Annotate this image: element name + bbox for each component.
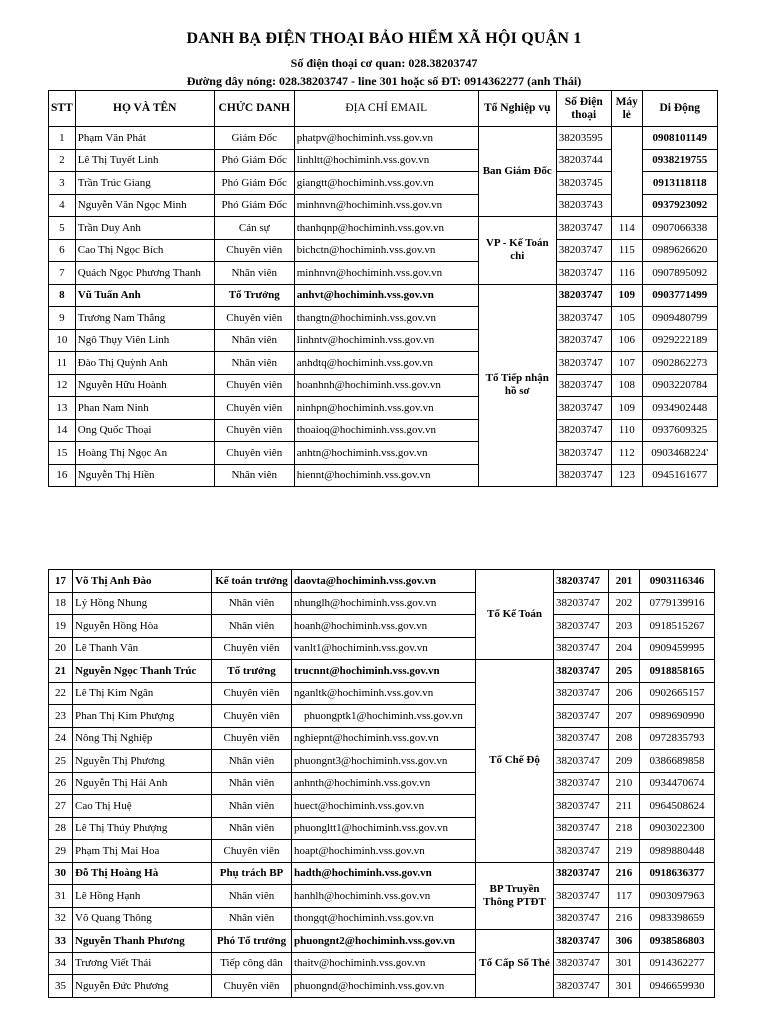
table-row	[49, 239, 718, 262]
cell-name: Nguyễn Ngọc Thanh Trúc	[73, 660, 212, 683]
cell-stt: 5	[49, 217, 76, 240]
cell-name: Nguyễn Hữu Hoành	[75, 374, 214, 397]
cell-email: giangtt@hochiminh.vss.gov.vn	[294, 172, 478, 195]
cell-stt: 28	[49, 817, 73, 840]
cell-group: Tổ Tiếp nhận hồ sơ	[478, 284, 556, 487]
cell-ext: 306	[609, 930, 640, 953]
cell-email: phuongltt1@hochiminh.vss.gov.vn	[292, 817, 476, 840]
cell-ext: 107	[611, 352, 642, 375]
cell-email: ninhpn@hochiminh.vss.gov.vn	[294, 397, 478, 420]
col-header-name: HỌ VÀ TÊN	[75, 91, 214, 127]
cell-group: VP - Kế Toán chi	[478, 217, 556, 285]
cell-email: anhnth@hochiminh.vss.gov.vn	[292, 772, 476, 795]
cell-title: Nhân viên	[212, 907, 292, 930]
cell-stt: 22	[49, 682, 73, 705]
cell-stt: 33	[49, 930, 73, 953]
cell-mobile: 0937923092	[642, 194, 717, 217]
cell-phone: 38203747	[556, 374, 611, 397]
cell-ext: 208	[609, 727, 640, 750]
cell-phone: 38203747	[554, 592, 609, 615]
cell-phone: 38203747	[556, 419, 611, 442]
cell-email: linhntv@hochiminh.vss.gov.vn	[294, 329, 478, 352]
cell-ext: 202	[609, 592, 640, 615]
cell-phone: 38203747	[554, 930, 609, 953]
table-row	[49, 570, 715, 593]
cell-mobile: 0964508624	[640, 795, 715, 818]
cell-title: Nhân viên	[212, 817, 292, 840]
cell-title: Phó Giám Đốc	[214, 149, 294, 172]
cell-ext: 123	[611, 464, 642, 487]
cell-mobile: 0946659930	[640, 975, 715, 998]
cell-title: Chuyên viên	[214, 374, 294, 397]
cell-name: Võ Quang Thông	[73, 907, 212, 930]
table-row	[49, 307, 718, 330]
cell-stt: 10	[49, 329, 76, 352]
cell-name: Trương Nam Thắng	[75, 307, 214, 330]
cell-email: hoanh@hochiminh.vss.gov.vn	[292, 615, 476, 638]
cell-title: Tổ Trưởng	[214, 284, 294, 307]
cell-email: minhnvn@hochiminh.vss.gov.vn	[294, 194, 478, 217]
table-row	[49, 374, 718, 397]
cell-stt: 18	[49, 592, 73, 615]
cell-ext: 201	[609, 570, 640, 593]
cell-title: Nhân viên	[214, 329, 294, 352]
cell-name: Lê Hồng Hạnh	[73, 885, 212, 908]
cell-title: Cán sự	[214, 217, 294, 240]
cell-ext	[611, 127, 642, 217]
cell-ext: 117	[609, 885, 640, 908]
cell-name: Nguyễn Văn Ngọc Minh	[75, 194, 214, 217]
cell-mobile: 0909459995	[640, 637, 715, 660]
cell-stt: 11	[49, 352, 76, 375]
cell-stt: 25	[49, 750, 73, 773]
cell-mobile: 0909480799	[642, 307, 717, 330]
cell-ext: 219	[609, 840, 640, 863]
cell-group: Tổ Cấp Sổ Thẻ	[476, 930, 554, 998]
cell-mobile: 0929222189	[642, 329, 717, 352]
cell-ext: 112	[611, 442, 642, 465]
cell-stt: 2	[49, 149, 76, 172]
cell-email: hoanhnh@hochiminh.vss.gov.vn	[294, 374, 478, 397]
cell-email: linhltt@hochiminh.vss.gov.vn	[294, 149, 478, 172]
cell-name: Phan Nam Ninh	[75, 397, 214, 420]
cell-ext: 204	[609, 637, 640, 660]
table-row	[49, 464, 718, 487]
cell-stt: 4	[49, 194, 76, 217]
cell-email: nhunglh@hochiminh.vss.gov.vn	[292, 592, 476, 615]
cell-email: hoapt@hochiminh.vss.gov.vn	[292, 840, 476, 863]
cell-title: Phó Tổ trưởng	[212, 930, 292, 953]
cell-email: vanlt1@hochiminh.vss.gov.vn	[292, 637, 476, 660]
cell-mobile: 0903468224'	[642, 442, 717, 465]
cell-email: thaitv@hochiminh.vss.gov.vn	[292, 952, 476, 975]
cell-ext: 205	[609, 660, 640, 683]
cell-title: Nhân viên	[212, 750, 292, 773]
cell-phone: 38203743	[556, 194, 611, 217]
cell-name: Lê Thị Tuyết Linh	[75, 149, 214, 172]
cell-title: Chuyên viên	[214, 419, 294, 442]
cell-name: Lý Hồng Nhung	[73, 592, 212, 615]
cell-name: Nông Thị Nghiệp	[73, 727, 212, 750]
cell-mobile: 0903097963	[640, 885, 715, 908]
cell-email: thoaioq@hochiminh.vss.gov.vn	[294, 419, 478, 442]
cell-stt: 29	[49, 840, 73, 863]
col-header-phone: Số Điện thoại	[556, 91, 611, 127]
cell-ext: 114	[611, 217, 642, 240]
hotline: Đường dây nóng: 028.38203747 - line 301 hoặc số ĐT: 0914362277 (anh Thái)	[186, 74, 582, 88]
cell-mobile: 0938586803	[640, 930, 715, 953]
table-row	[49, 397, 718, 420]
cell-title: Nhân viên	[212, 795, 292, 818]
table-row	[49, 615, 715, 638]
cell-group: Tổ Kế Toán	[476, 570, 554, 660]
cell-title: Nhân viên	[212, 772, 292, 795]
cell-name: Nguyễn Thị Hải Anh	[73, 772, 212, 795]
cell-stt: 16	[49, 464, 76, 487]
cell-stt: 14	[49, 419, 76, 442]
cell-phone: 38203747	[554, 682, 609, 705]
cell-phone: 38203745	[556, 172, 611, 195]
cell-email: anhvt@hochiminh.vss.gov.vn	[294, 284, 478, 307]
cell-group: Ban Giám Đốc	[478, 127, 556, 217]
cell-mobile: 0989880448	[640, 840, 715, 863]
cell-stt: 1	[49, 127, 76, 150]
cell-email: phuongnt2@hochiminh.vss.gov.vn	[292, 930, 476, 953]
cell-mobile: 0989626620	[642, 239, 717, 262]
cell-phone: 38203747	[556, 329, 611, 352]
cell-name: Lê Thị Kim Ngân	[73, 682, 212, 705]
cell-ext: 206	[609, 682, 640, 705]
table-row	[49, 682, 715, 705]
cell-stt: 19	[49, 615, 73, 638]
cell-mobile: 0908101149	[642, 127, 717, 150]
table-row	[49, 750, 715, 773]
cell-title: Chuyên viên	[214, 442, 294, 465]
cell-phone: 38203747	[556, 217, 611, 240]
cell-email: anhtn@hochiminh.vss.gov.vn	[294, 442, 478, 465]
cell-email: thanhqnp@hochiminh.vss.gov.vn	[294, 217, 478, 240]
cell-name: Nguyễn Thị Hiền	[75, 464, 214, 487]
cell-stt: 24	[49, 727, 73, 750]
cell-email: trucnnt@hochiminh.vss.gov.vn	[292, 660, 476, 683]
table-row	[49, 907, 715, 930]
cell-title: Nhân viên	[212, 615, 292, 638]
cell-ext: 106	[611, 329, 642, 352]
cell-stt: 7	[49, 262, 76, 285]
cell-phone: 38203747	[554, 637, 609, 660]
cell-name: Đỗ Thị Hoàng Hà	[73, 862, 212, 885]
cell-stt: 15	[49, 442, 76, 465]
table-row	[49, 952, 715, 975]
table-row	[49, 262, 718, 285]
cell-mobile: 0903022300	[640, 817, 715, 840]
col-header-title: CHỨC DANH	[214, 91, 294, 127]
cell-phone: 38203747	[554, 817, 609, 840]
cell-phone: 38203747	[556, 307, 611, 330]
cell-mobile: 0902665157	[640, 682, 715, 705]
cell-title: Phụ trách BP	[212, 862, 292, 885]
cell-name: Cao Thị Ngọc Bích	[75, 239, 214, 262]
cell-mobile: 0938219755	[642, 149, 717, 172]
cell-email: phatpv@hochiminh.vss.gov.vn	[294, 127, 478, 150]
cell-phone: 38203747	[556, 284, 611, 307]
cell-email: hanhlh@hochiminh.vss.gov.vn	[292, 885, 476, 908]
cell-phone: 38203747	[554, 840, 609, 863]
cell-phone: 38203747	[554, 885, 609, 908]
cell-ext: 301	[609, 975, 640, 998]
cell-mobile: 0918515267	[640, 615, 715, 638]
cell-name: Nguyễn Đức Phương	[73, 975, 212, 998]
cell-email: phuongptk1@hochiminh.vss.gov.vn	[292, 705, 476, 728]
cell-phone: 38203747	[556, 397, 611, 420]
cell-group: Tổ Chế Độ	[476, 660, 554, 863]
cell-title: Chuyên viên	[214, 307, 294, 330]
cell-title: Kế toán trưởng	[212, 570, 292, 593]
cell-email: hadth@hochiminh.vss.gov.vn	[292, 862, 476, 885]
cell-ext: 109	[611, 397, 642, 420]
table-row	[49, 442, 718, 465]
cell-stt: 13	[49, 397, 76, 420]
cell-ext: 110	[611, 419, 642, 442]
cell-ext: 116	[611, 262, 642, 285]
table-row	[49, 284, 718, 307]
cell-title: Nhân viên	[212, 592, 292, 615]
cell-name: Nguyễn Thanh Phương	[73, 930, 212, 953]
cell-stt: 6	[49, 239, 76, 262]
cell-group: BP Truyền Thông PTĐT	[476, 862, 554, 930]
table-row	[49, 975, 715, 998]
cell-ext: 105	[611, 307, 642, 330]
cell-name: Nguyễn Hồng Hòa	[73, 615, 212, 638]
col-header-mobile: Di Động	[642, 91, 717, 127]
cell-ext: 203	[609, 615, 640, 638]
cell-mobile: 0779139916	[640, 592, 715, 615]
cell-phone: 38203747	[554, 705, 609, 728]
cell-email: phuongnd@hochiminh.vss.gov.vn	[292, 975, 476, 998]
cell-title: Nhân viên	[214, 352, 294, 375]
cell-mobile: 0913118118	[642, 172, 717, 195]
cell-phone: 38203747	[556, 464, 611, 487]
cell-email: nghiepnt@hochiminh.vss.gov.vn	[292, 727, 476, 750]
table-row	[49, 419, 718, 442]
cell-phone: 38203747	[554, 750, 609, 773]
cell-mobile: 0945161677	[642, 464, 717, 487]
cell-name: Ngô Thụy Viên Linh	[75, 329, 214, 352]
col-header-email: ĐỊA CHỈ EMAIL	[294, 91, 478, 127]
cell-stt: 21	[49, 660, 73, 683]
cell-title: Chuyên viên	[212, 975, 292, 998]
directory-table-page-2	[48, 569, 715, 998]
cell-title: Phó Giám Đốc	[214, 172, 294, 195]
cell-mobile: 0983398659	[640, 907, 715, 930]
cell-title: Chuyên viên	[212, 727, 292, 750]
cell-email: hiennt@hochiminh.vss.gov.vn	[294, 464, 478, 487]
cell-title: Giám Đốc	[214, 127, 294, 150]
cell-name: Cao Thị Huệ	[73, 795, 212, 818]
cell-mobile: 0386689858	[640, 750, 715, 773]
cell-phone: 38203747	[554, 660, 609, 683]
cell-ext: 209	[609, 750, 640, 773]
col-header-group: Tổ Nghiệp vụ	[478, 91, 556, 127]
cell-email: anhdtq@hochiminh.vss.gov.vn	[294, 352, 478, 375]
directory-table-page-1	[48, 90, 718, 487]
cell-email: nganltk@hochiminh.vss.gov.vn	[292, 682, 476, 705]
cell-name: Đào Thị Quỳnh Anh	[75, 352, 214, 375]
col-header-ext: Máy lẻ	[611, 91, 642, 127]
cell-title: Nhân viên	[214, 262, 294, 285]
cell-stt: 3	[49, 172, 76, 195]
cell-phone: 38203747	[554, 772, 609, 795]
table-row	[49, 705, 715, 728]
table-row	[49, 840, 715, 863]
cell-ext: 109	[611, 284, 642, 307]
table-row	[49, 127, 718, 150]
cell-phone: 38203747	[554, 862, 609, 885]
cell-mobile: 0903116346	[640, 570, 715, 593]
table-row	[49, 660, 715, 683]
cell-phone: 38203747	[556, 239, 611, 262]
cell-name: Lê Thị Thúy Phượng	[73, 817, 212, 840]
cell-phone: 38203744	[556, 149, 611, 172]
cell-mobile: 0989690990	[640, 705, 715, 728]
cell-title: Nhân viên	[212, 885, 292, 908]
cell-title: Chuyên viên	[214, 239, 294, 262]
cell-title: Tiếp công dân	[212, 952, 292, 975]
cell-stt: 32	[49, 907, 73, 930]
table-row	[49, 217, 718, 240]
table-row	[49, 862, 715, 885]
cell-email: phuongnt3@hochiminh.vss.gov.vn	[292, 750, 476, 773]
table-row	[49, 772, 715, 795]
cell-phone: 38203747	[554, 570, 609, 593]
cell-stt: 31	[49, 885, 73, 908]
cell-name: Ong Quốc Thoại	[75, 419, 214, 442]
cell-title: Tổ trưởng	[212, 660, 292, 683]
cell-mobile: 0934470674	[640, 772, 715, 795]
cell-title: Nhân viên	[214, 464, 294, 487]
cell-phone: 38203747	[556, 442, 611, 465]
cell-ext: 207	[609, 705, 640, 728]
table-row	[49, 930, 715, 953]
cell-ext: 108	[611, 374, 642, 397]
cell-ext: 115	[611, 239, 642, 262]
table-row	[49, 352, 718, 375]
cell-mobile: 0918858165	[640, 660, 715, 683]
cell-mobile: 0907066338	[642, 217, 717, 240]
cell-stt: 34	[49, 952, 73, 975]
cell-mobile: 0918636377	[640, 862, 715, 885]
cell-email: huect@hochiminh.vss.gov.vn	[292, 795, 476, 818]
cell-ext: 218	[609, 817, 640, 840]
cell-email: minhnvn@hochiminh.vss.gov.vn	[294, 262, 478, 285]
cell-stt: 20	[49, 637, 73, 660]
cell-phone: 38203595	[556, 127, 611, 150]
table-row	[49, 885, 715, 908]
cell-ext: 211	[609, 795, 640, 818]
cell-email: daovta@hochiminh.vss.gov.vn	[292, 570, 476, 593]
cell-phone: 38203747	[554, 727, 609, 750]
cell-stt: 9	[49, 307, 76, 330]
cell-ext: 216	[609, 907, 640, 930]
cell-title: Phó Giám Đốc	[214, 194, 294, 217]
cell-phone: 38203747	[554, 795, 609, 818]
cell-name: Vũ Tuấn Anh	[75, 284, 214, 307]
cell-stt: 12	[49, 374, 76, 397]
cell-mobile: 0903220784	[642, 374, 717, 397]
cell-email: thangtn@hochiminh.vss.gov.vn	[294, 307, 478, 330]
cell-stt: 26	[49, 772, 73, 795]
cell-ext: 210	[609, 772, 640, 795]
cell-stt: 30	[49, 862, 73, 885]
cell-title: Chuyên viên	[212, 637, 292, 660]
cell-phone: 38203747	[554, 615, 609, 638]
cell-stt: 27	[49, 795, 73, 818]
table-row	[49, 592, 715, 615]
cell-mobile: 0914362277	[640, 952, 715, 975]
cell-phone: 38203747	[556, 352, 611, 375]
col-header-stt: STT	[49, 91, 76, 127]
table-row	[49, 795, 715, 818]
cell-title: Chuyên viên	[212, 682, 292, 705]
cell-stt: 35	[49, 975, 73, 998]
cell-name: Trương Viết Thái	[73, 952, 212, 975]
office-phone: Số điện thoại cơ quan: 028.38203747	[290, 56, 478, 70]
cell-name: Phan Thị Kim Phượng	[73, 705, 212, 728]
cell-email: bichctn@hochiminh.vss.gov.vn	[294, 239, 478, 262]
cell-title: Chuyên viên	[212, 840, 292, 863]
cell-name: Lê Thanh Vân	[73, 637, 212, 660]
cell-mobile: 0937609325	[642, 419, 717, 442]
cell-phone: 38203747	[554, 975, 609, 998]
cell-mobile: 0934902448	[642, 397, 717, 420]
table-row	[49, 637, 715, 660]
table-row	[49, 329, 718, 352]
cell-name: Phạm Thị Mai Hoa	[73, 840, 212, 863]
cell-stt: 23	[49, 705, 73, 728]
cell-phone: 38203747	[554, 907, 609, 930]
cell-phone: 38203747	[556, 262, 611, 285]
table-header-row	[49, 91, 718, 127]
cell-title: Chuyên viên	[212, 705, 292, 728]
cell-phone: 38203747	[554, 952, 609, 975]
cell-stt: 17	[49, 570, 73, 593]
cell-name: Trần Duy Anh	[75, 217, 214, 240]
cell-name: Nguyễn Thị Phương	[73, 750, 212, 773]
cell-mobile: 0907895092	[642, 262, 717, 285]
cell-name: Phạm Văn Phát	[75, 127, 214, 150]
cell-name: Võ Thị Anh Đào	[73, 570, 212, 593]
table-row	[49, 727, 715, 750]
cell-name: Quách Ngọc Phương Thanh	[75, 262, 214, 285]
cell-name: Hoàng Thị Ngọc An	[75, 442, 214, 465]
cell-stt: 8	[49, 284, 76, 307]
cell-mobile: 0902862273	[642, 352, 717, 375]
table-row	[49, 817, 715, 840]
cell-ext: 301	[609, 952, 640, 975]
cell-mobile: 0903771499	[642, 284, 717, 307]
cell-email: thongqt@hochiminh.vss.gov.vn	[292, 907, 476, 930]
document-title: DANH BẠ ĐIỆN THOẠI BẢO HIỂM XÃ HỘI QUẬN 1	[186, 30, 582, 47]
cell-ext: 216	[609, 862, 640, 885]
cell-title: Chuyên viên	[214, 397, 294, 420]
cell-name: Trần Trúc Giang	[75, 172, 214, 195]
cell-mobile: 0972835793	[640, 727, 715, 750]
